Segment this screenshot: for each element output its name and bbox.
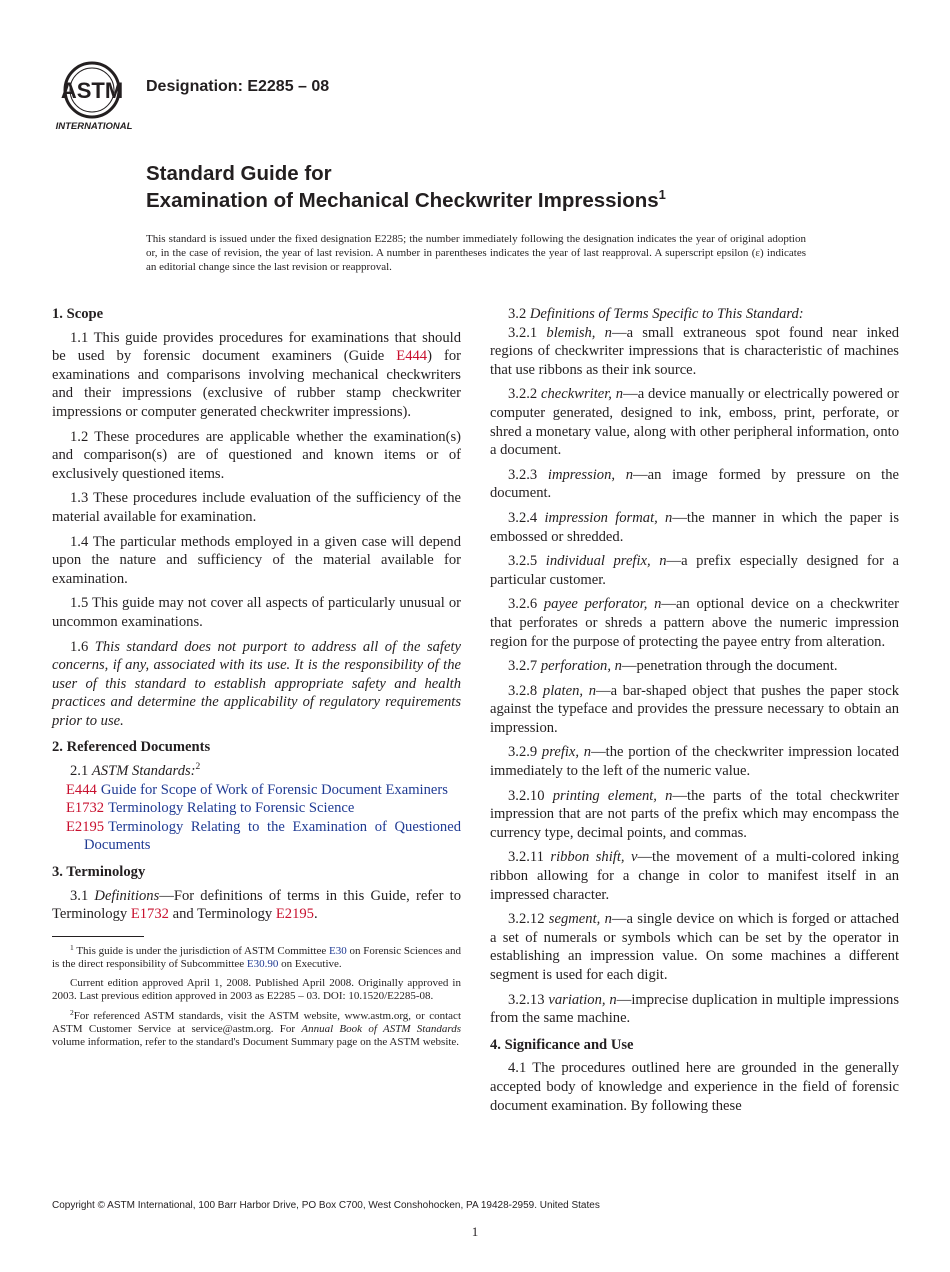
definition-number: 3.2.2 [508, 386, 542, 403]
link-e2195[interactable]: E2195 [275, 906, 314, 923]
definition-item [490, 657, 899, 676]
paragraph-text: and Terminology [168, 906, 276, 923]
right-column [490, 305, 899, 1121]
definition-text: —a device manually or electrically powered or computer generated, designed to ink, emboss, print, perforate, or shred a monetary value, along with other peripheral information, onto a document. [490, 386, 899, 459]
title-line-1: Standard Guide for [146, 162, 332, 185]
definition-item [490, 848, 899, 904]
definition-item [490, 595, 899, 651]
definition-term: printing element, n [552, 787, 673, 804]
definition-number: 3.2.13 [508, 991, 549, 1008]
section-heading-significance: 4. Significance and Use [490, 1036, 634, 1053]
paragraph-1-1 [52, 329, 461, 422]
definition-text: —the movement of a multi-colored inking ribbon allowing for a change in color to manifest itself in an impressed character. [490, 849, 900, 903]
definition-number: 3.2.12 [508, 911, 549, 928]
reference-title-link[interactable]: Terminology Relating to the Examination of Questioned Documents [84, 818, 461, 854]
paragraph-text: 1.1 This guide provides procedures for examinations that should be used by forensic document examiners (Guide [52, 329, 461, 365]
definition-item [490, 787, 899, 843]
reference-item [52, 781, 461, 800]
paragraph-1-6 [52, 638, 461, 731]
paragraph-number: 3.1 [70, 887, 95, 904]
definition-term: variation, n [548, 991, 617, 1008]
footnote-text: volume information, refer to the standard's Document Summary page on the ASTM website. [52, 1036, 460, 1049]
footnote-mark: 1 [70, 942, 74, 952]
issuance-notice: This standard is issued under the fixed designation E2285; the number immediately following the designation indicates the year of original adoption or, in the case of revision, the year of last revision. A number in parentheses indicates the year of last reapproval. A superscript epsilon (ε) indicates an editorial change since the last revision or reapproval. [146, 233, 806, 273]
reference-code-link[interactable]: E1732 [66, 800, 105, 817]
footnote-1 [52, 942, 461, 971]
reference-item [52, 799, 461, 818]
definition-text: —the portion of the checkwriter impression located immediately to the left of the numeric value. [490, 744, 899, 780]
designation: Designation: E2285 – 08 [146, 78, 330, 95]
footnote-text: on Forensic Sciences and is the direct responsibility of Subcommittee [52, 944, 461, 971]
definition-text: —a small extraneous spot found near inked regions of checkwriter impressions that is characteristic of machines that use ribbons as their ink source. [490, 324, 900, 378]
definition-term: perforation, n [540, 658, 622, 675]
paragraph-number: 3.2 [508, 306, 530, 322]
definition-term: platen, n [542, 682, 597, 699]
definition-item [490, 743, 899, 780]
footnote-text: on Executive. [278, 958, 342, 971]
paragraph-2-1 [52, 762, 461, 781]
footnote-mark: 2 [70, 1007, 74, 1017]
definition-number: 3.2.9 [508, 744, 542, 761]
reference-code-link[interactable]: E444 [66, 781, 97, 798]
document-title [146, 160, 666, 214]
section-heading-scope: 1. Scope [52, 306, 104, 322]
definitions-list [490, 324, 899, 1028]
paragraph-1-2: 1.2 These procedures are applicable whether the examination(s) and comparison(s) are of questioned and known items or of exclusively questioned items. [52, 428, 461, 482]
definition-item [490, 324, 899, 380]
link-e444[interactable]: E444 [396, 348, 428, 365]
footnote-text: For referenced ASTM standards, visit the ASTM website, www.astm.org, or contact ASTM Customer Service at service@astm.org. For [52, 1009, 461, 1035]
footnote-text: This guide is under the jurisdiction of ASTM Committee [76, 944, 329, 957]
definition-text: —an image formed by pressure on the document. [490, 466, 900, 502]
paragraph-text: . [313, 906, 318, 923]
definition-text: —imprecise duplication in multiple impressions from the same machine. [490, 991, 899, 1027]
definition-number: 3.2.1 [508, 324, 547, 341]
reference-item [52, 818, 461, 855]
paragraph-1-4: 1.4 The particular methods employed in a given case will depend upon the nature and sufficiency of the material available for examination. [52, 533, 461, 587]
link-e1732[interactable]: E1732 [130, 906, 169, 923]
footnote-divider [52, 936, 144, 937]
paragraph-label: Definitions of Terms Specific to This Standard: [529, 306, 804, 322]
paragraph-label: ASTM Standards: [91, 763, 196, 780]
paragraph-text: This standard does not purport to address all of the safety concerns, if any, associated with its use. It is the responsibility of the user of this standard to establish appropriate safety and health practices and determine the applicability of regulatory requirements prior to use. [52, 638, 461, 729]
paragraph-number: 1.6 [70, 638, 95, 655]
paragraph-text: ) for examinations and comparisons involving mechanical checkwriters and their impressions (exclusive of rubber stamp checkwriter impressions or computer generated checkwriter impressions). [52, 348, 461, 420]
logo-text: ASTM [60, 78, 124, 103]
paragraph-3-1 [52, 887, 461, 924]
paragraph-3-2 [490, 305, 899, 324]
definition-number: 3.2.6 [508, 596, 544, 613]
footnote-mark: 2 [195, 762, 201, 773]
definition-text: —a single device on which is forged or attached a set of numerals or symbols which can be set by the operator in establishing an impression value. On some machines a different segment is used for each digit. [490, 911, 899, 983]
reference-code-link[interactable]: E2195 [66, 818, 105, 835]
page-number: 1 [471, 1224, 479, 1239]
astm-logo [54, 58, 136, 134]
paragraph-1-5: 1.5 This guide may not cover all aspects of particularly unusual or uncommon examinations. [52, 595, 461, 630]
definition-text: —a bar-shaped object that pushes the paper stock against the typeface and provides the pressure necessary to obtain an impression. [490, 682, 899, 736]
paragraph-text: —For definitions of terms in this Guide, refer to Terminology [52, 887, 462, 923]
footnote-italic: Annual Book of ASTM Standards [301, 1022, 461, 1035]
definition-text: —the parts of the total checkwriter impression that are not parts of the prefix which may encompass the currency type, decimal points, and commas. [490, 787, 899, 841]
reference-title-link[interactable]: Terminology Relating to Forensic Science [108, 800, 355, 817]
footnote-2 [52, 1007, 461, 1050]
section-heading-terminology: 3. Terminology [52, 864, 146, 881]
copyright-notice: Copyright © ASTM International, 100 Barr Harbor Drive, PO Box C700, West Conshohocken, PA 19428-2959. United States [52, 1200, 600, 1211]
definition-term: checkwriter, n [541, 386, 624, 403]
paragraph-label: Definitions [94, 887, 160, 904]
link-e30-90[interactable]: E30.90 [246, 958, 279, 971]
logo-subtext: INTERNATIONAL [55, 121, 133, 132]
definition-number: 3.2.3 [508, 466, 548, 483]
title-footnote-mark: 1 [658, 187, 666, 202]
definition-item [490, 910, 899, 984]
definition-item [490, 385, 899, 459]
definition-item [490, 991, 899, 1028]
definition-number: 3.2.4 [508, 509, 545, 526]
definition-term: blemish, n [546, 324, 612, 341]
definition-number: 3.2.10 [508, 787, 553, 804]
reference-title-link[interactable]: Guide for Scope of Work of Forensic Document Examiners [100, 781, 448, 798]
paragraph-number: 2.1 [70, 763, 92, 780]
paragraph-1-3: 1.3 These procedures include evaluation of the sufficiency of the material available for examination. [52, 490, 461, 525]
title-line-2: Examination of Mechanical Checkwriter Impressions [146, 189, 659, 212]
definition-number: 3.2.5 [508, 553, 546, 570]
paragraph-4-1: 4.1 The procedures outlined here are grounded in the generally accepted body of knowledge and experience in the field of forensic document examination. By following these [490, 1060, 899, 1114]
definition-number: 3.2.7 [508, 658, 541, 675]
definition-term: impression, n [547, 466, 634, 483]
definition-term: ribbon shift, v [550, 849, 638, 866]
definition-text: —penetration through the document. [621, 658, 838, 675]
definition-item [490, 552, 899, 589]
definition-number: 3.2.8 [508, 682, 543, 699]
definition-term: individual prefix, n [545, 553, 667, 570]
definition-text: —the manner in which the paper is embossed or shredded. [490, 509, 899, 545]
definition-text: —a prefix especially designed for a particular customer. [490, 553, 899, 588]
left-column [52, 305, 461, 1055]
definition-term: impression format, n [544, 509, 673, 526]
link-e30[interactable]: E30 [329, 944, 347, 957]
definition-term: segment, n [548, 911, 612, 928]
definition-term: prefix, n [541, 744, 592, 761]
section-heading-referenced: 2. Referenced Documents [52, 739, 211, 756]
definition-term: payee perforator, n [543, 596, 662, 613]
definition-item [490, 466, 899, 503]
definition-number: 3.2.11 [508, 849, 551, 866]
definition-text: —an optional device on a checkwriter that perforates or shreds a pattern above the numeric impression region for the purpose of protecting the payee entry from alteration. [490, 596, 900, 650]
definition-item [490, 682, 899, 738]
footnote-1-edition: Current edition approved April 1, 2008. Published April 2008. Originally approved in 2003. Last previous edition approved in 2003 as E2285 – 03. DOI: 10.1520/E2285-08. [52, 977, 461, 1003]
definition-item [490, 509, 899, 546]
